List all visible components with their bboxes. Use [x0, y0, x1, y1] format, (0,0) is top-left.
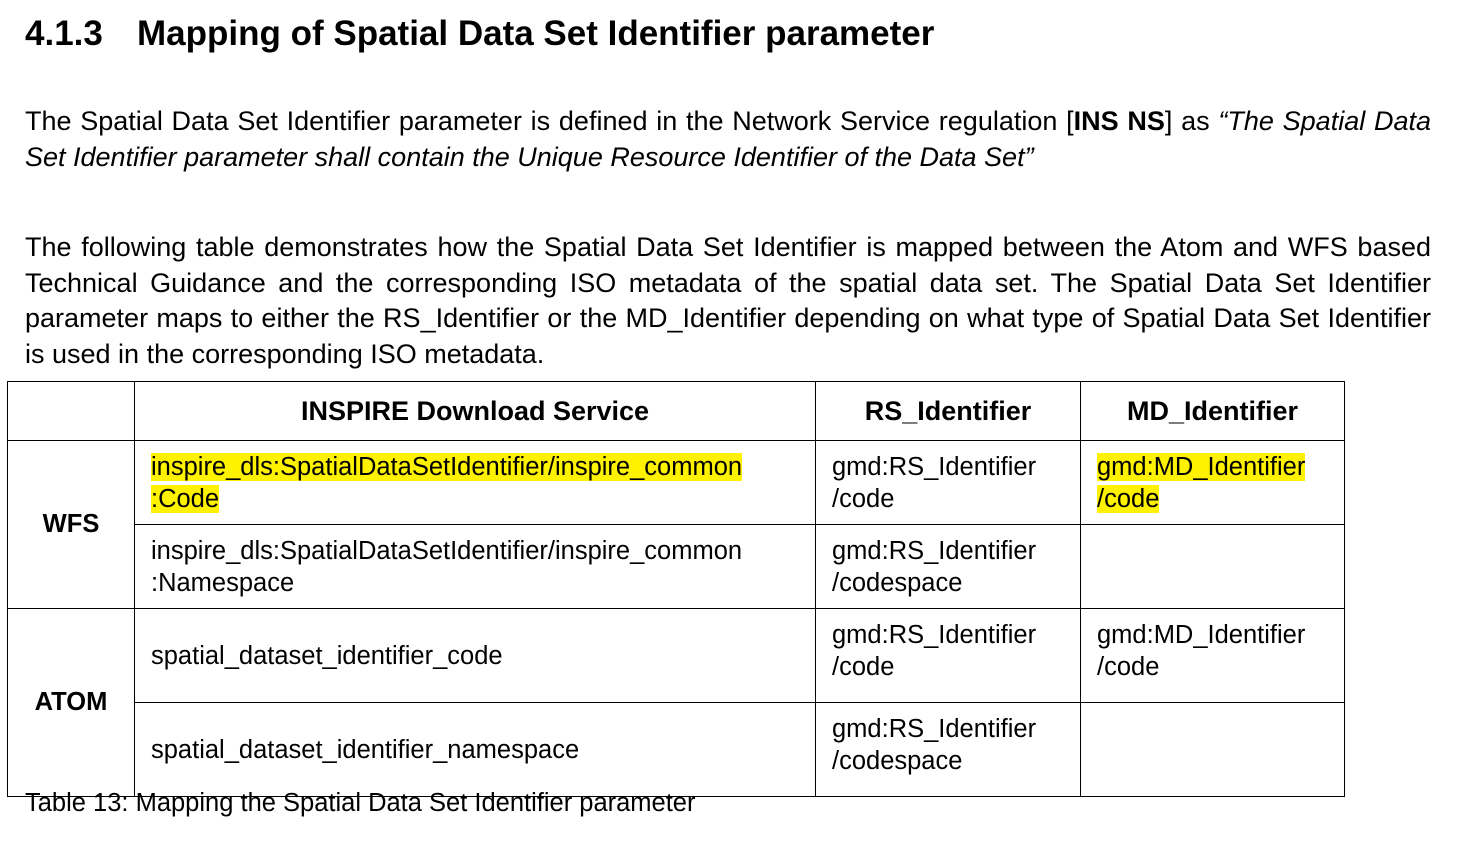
table-caption: Table 13: Mapping the Spatial Data Set Identifier parameter [25, 789, 696, 817]
rs-cell: gmd:RS_Identifier /code [816, 441, 1081, 525]
highlighted-text: inspire_dls:SpatialDataSetIdentifier/inspire_common :Code [151, 452, 743, 513]
highlighted-text: gmd:MD_Identifier /code [1097, 452, 1306, 513]
section-number: 4.1.3 [25, 14, 103, 53]
md-cell: gmd:MD_Identifier /code [1081, 609, 1345, 703]
md-cell-empty [1081, 525, 1345, 609]
table-row [8, 525, 1345, 609]
md-cell-empty [1081, 703, 1345, 797]
mapping-table [7, 381, 1345, 797]
table-header-row [8, 382, 1345, 441]
rs-cell: gmd:RS_Identifier /codespace [816, 525, 1081, 609]
rs-cell: gmd:RS_Identifier /code [816, 609, 1081, 703]
definition-quote: “The Spatial Data Set Identifier parameter shall contain the Unique Resource Identifier of the Data Set” [25, 106, 1431, 172]
download-cell: inspire_dls:SpatialDataSetIdentifier/inspire_common :Namespace [135, 525, 816, 609]
download-cell [135, 441, 816, 525]
section-heading [25, 14, 934, 54]
table-row [8, 609, 1345, 703]
table-row [8, 703, 1345, 797]
definition-text-end: ] as [1164, 106, 1210, 136]
group-label-atom: ATOM [8, 609, 135, 797]
group-label-wfs: WFS [8, 441, 135, 609]
md-cell [1081, 441, 1345, 525]
rs-cell: gmd:RS_Identifier /codespace [816, 703, 1081, 797]
header-md-identifier: MD_Identifier [1081, 382, 1345, 441]
table-row [8, 441, 1345, 525]
header-download-service: INSPIRE Download Service [135, 382, 816, 441]
section-title: Mapping of Spatial Data Set Identifier parameter [137, 14, 935, 53]
table-intro-paragraph: The following table demonstrates how the Spatial Data Set Identifier is mapped between the Atom and WFS based Technical Guidance and the corresponding ISO metadata of the spatial data set. The Spatial Data Set Identifier parameter maps to either the RS_Identifier or the MD_Identifier depending on what type of Spatial Data Set Identifier is used in the corresponding ISO metadata. [25, 232, 1431, 369]
download-cell: spatial_dataset_identifier_code [135, 609, 816, 703]
download-cell: spatial_dataset_identifier_namespace [135, 703, 816, 797]
definition-text: The Spatial Data Set Identifier parameter is defined in the Network Service regulation [ [25, 106, 1074, 136]
header-rs-identifier: RS_Identifier [816, 382, 1081, 441]
definition-paragraph [25, 104, 1431, 175]
header-empty [8, 382, 135, 441]
regulation-reference: INS NS [1073, 106, 1165, 136]
